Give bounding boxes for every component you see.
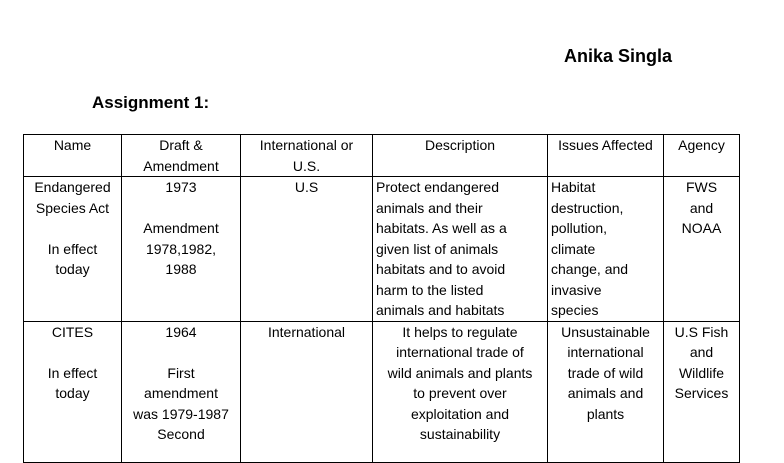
cell-draft-amendment: 1973 Amendment 1978,1982, 1988 <box>122 177 241 322</box>
table-row <box>24 177 740 322</box>
cell-name: Endangered Species Act In effect today <box>24 177 122 322</box>
author-name: Anika Singla <box>564 46 673 66</box>
assignment-heading: Assignment 1: <box>92 93 210 112</box>
column-header-scope: International or U.S. <box>241 135 373 177</box>
cell-scope: U.S <box>241 177 373 322</box>
cell-name: CITES In effect today <box>24 321 122 462</box>
column-header-issues-affected: Issues Affected <box>548 135 664 177</box>
cell-draft-amendment: 1964 First amendment was 1979-1987 Second <box>122 321 241 462</box>
cell-description: It helps to regulate international trade of wild animals and plants to prevent over exploitation and sustainability <box>373 321 548 462</box>
cell-agency: FWS and NOAA <box>664 177 740 322</box>
cell-issues-affected: Habitat destruction, pollution, climate change, and invasive species <box>548 177 664 322</box>
cell-issues-affected: Unsustainable international trade of wild animals and plants <box>548 321 664 462</box>
column-header-agency: Agency <box>664 135 740 177</box>
assignment-table <box>23 134 740 463</box>
cell-description: Protect endangered animals and their habitats. As well as a given list of animals habitats and to avoid harm to the listed animals and habitats <box>373 177 548 322</box>
cell-agency: U.S Fish and Wildlife Services <box>664 321 740 462</box>
column-header-name: Name <box>24 135 122 177</box>
column-header-description: Description <box>373 135 548 177</box>
column-header-draft-amendment: Draft & Amendment <box>122 135 241 177</box>
table-header-row <box>24 135 740 177</box>
cell-scope: International <box>241 321 373 462</box>
